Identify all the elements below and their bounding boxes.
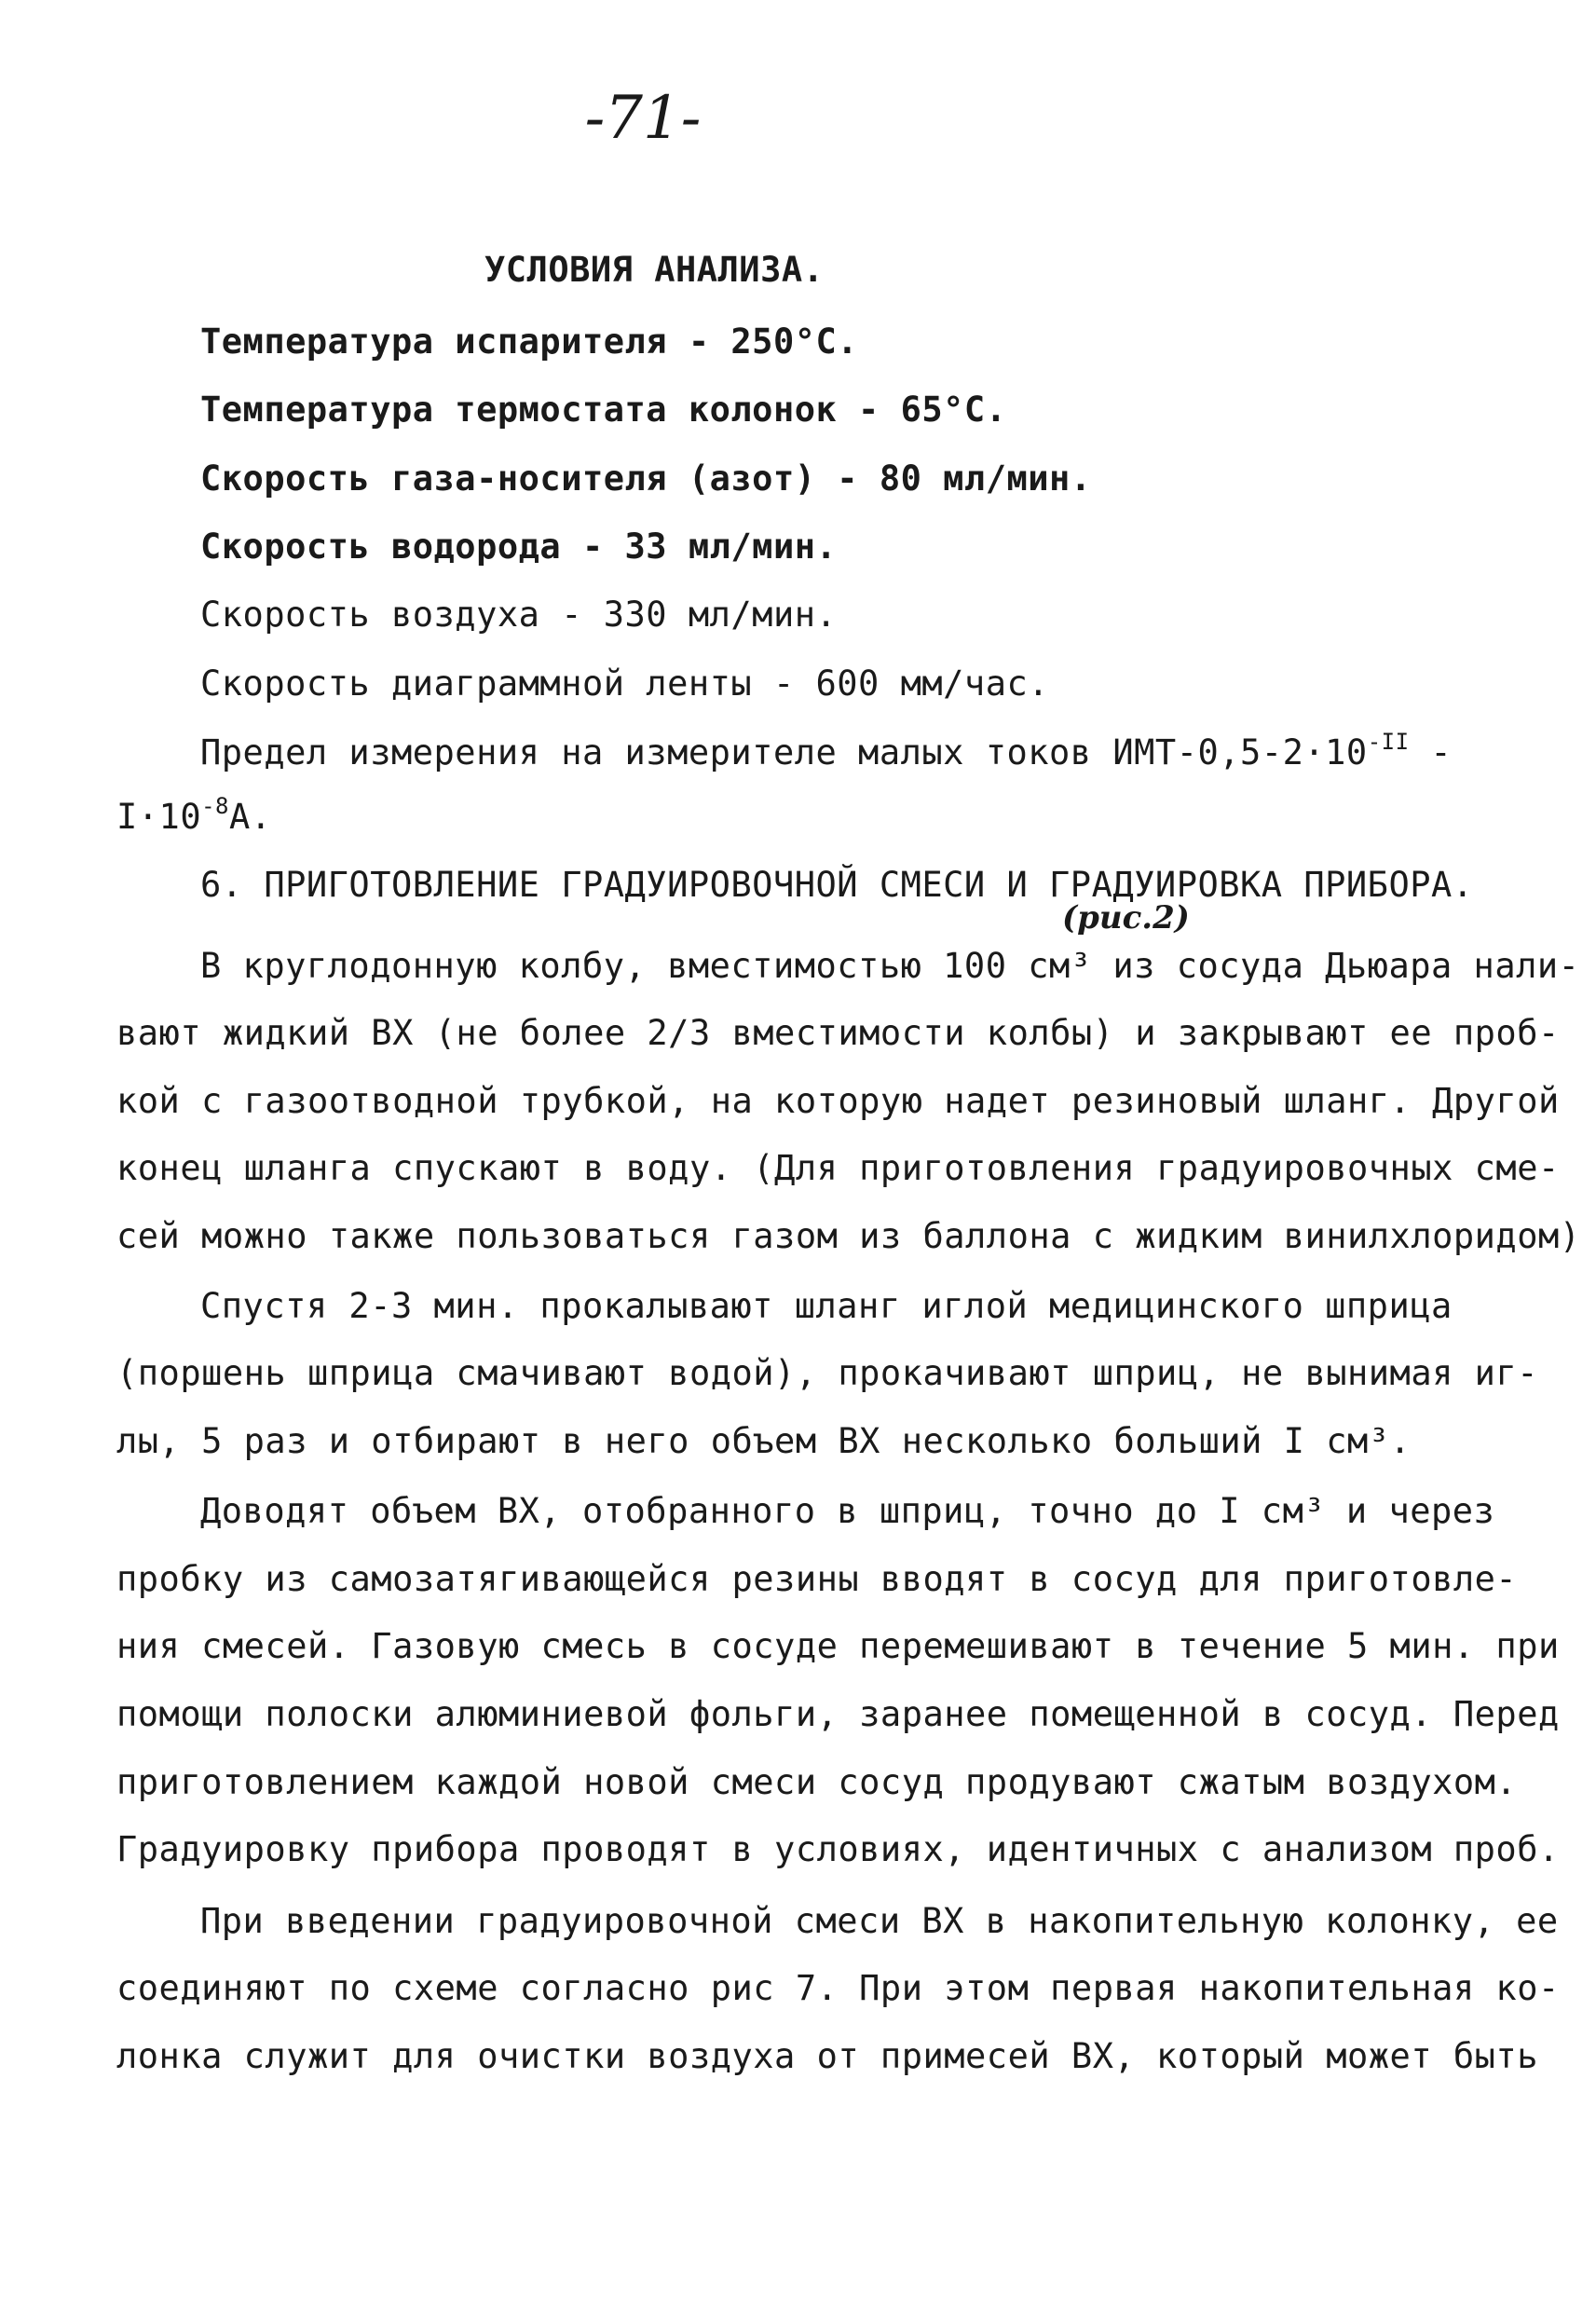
limit-text: Предел измерения на измерителе малых токов ИМТ-0,5-2·10 — [200, 732, 1368, 773]
section-title: 6. ПРИГОТОВЛЕНИЕ ГРАДУИРОВОЧНОЙ СМЕСИ И ГРАДУИРОВКА ПРИБОРА. — [200, 865, 1474, 905]
heading: УСЛОВИЯ АНАЛИЗА. — [484, 250, 825, 290]
limit-dash: - — [1409, 732, 1453, 773]
paragraph2-line: лы, 5 раз и отбирают в него объем ВХ несколько больший I см³. — [116, 1421, 1412, 1461]
measurement-limit-line2 — [116, 793, 272, 838]
paragraph2-line: (поршень шприца смачивают водой), прокачивают шприц, не вынимая иг- — [116, 1353, 1538, 1393]
page-number: -71- — [584, 84, 702, 153]
paragraph4-line: лонка служит для очистки воздуха от примесей ВХ, который может быть — [116, 2036, 1538, 2076]
limit-text-2: I·10 — [116, 797, 202, 837]
paragraph3-line: приготовлением каждой новой смеси сосуд продувают сжатым воздухом. — [116, 1762, 1518, 1802]
limit-unit: А. — [229, 797, 272, 837]
measurement-limit-line1 — [200, 729, 1453, 773]
paragraph1-line: сей можно также пользоваться газом из баллона с жидким винилхлоридом) — [116, 1216, 1581, 1256]
condition-hydrogen-speed: Скорость водорода - 33 мл/мин. — [200, 526, 838, 567]
paragraph1-line: В круглодонную колбу, вместимостью 100 см³ из сосуда Дьюара нали- — [200, 946, 1580, 986]
paragraph2-line: Спустя 2-3 мин. прокалывают шланг иглой медицинского шприца — [200, 1286, 1453, 1326]
paragraph3-line: Градуировку прибора проводят в условиях, идентичных с анализом проб. — [116, 1829, 1560, 1869]
condition-thermostat-temp: Температура термостата колонок - 65°С. — [200, 390, 1007, 430]
paragraph3-line: пробку из самозатягивающейся резины вводят в сосуд для приготовле- — [116, 1559, 1518, 1599]
condition-air-speed: Скорость воздуха - 330 мл/мин. — [200, 595, 838, 635]
paragraph3-line: Доводят объем ВХ, отобранного в шприц, точно до I см³ и через — [200, 1491, 1495, 1531]
paragraph3-line: ния смесей. Газовую смесь в сосуде перемешивают в течение 5 мин. при — [116, 1626, 1560, 1666]
condition-chart-tape-speed: Скорость диаграммной ленты - 600 мм/час. — [200, 663, 1050, 704]
limit-exponent: -II — [1367, 729, 1410, 755]
condition-carrier-gas-speed: Скорость газа-носителя (азот) - 80 мл/мин. — [200, 458, 1092, 499]
paragraph4-line: соединяют по схеме согласно рис 7. При этом первая накопительная ко- — [116, 1968, 1560, 2008]
paragraph1-line: кой с газоотводной трубкой, на которую надет резиновый шланг. Другой — [116, 1081, 1560, 1121]
condition-evaporator-temp: Температура испарителя - 250°С. — [200, 321, 859, 362]
paragraph4-line: При введении градуировочной смеси ВХ в накопительную колонку, ее — [200, 1901, 1559, 1941]
limit-exponent-2: -8 — [201, 793, 230, 819]
paragraph1-line: конец шланга спускают в воду. (Для приготовления градуировочных сме- — [116, 1148, 1560, 1188]
paragraph1-line: вают жидкий ВХ (не более 2/3 вместимости колбы) и закрывают ее проб- — [116, 1013, 1560, 1053]
paragraph3-line: помощи полоски алюминиевой фольги, заранее помещенной в сосуд. Перед — [116, 1694, 1560, 1734]
handwritten-note: (рис.2) — [1062, 899, 1190, 937]
